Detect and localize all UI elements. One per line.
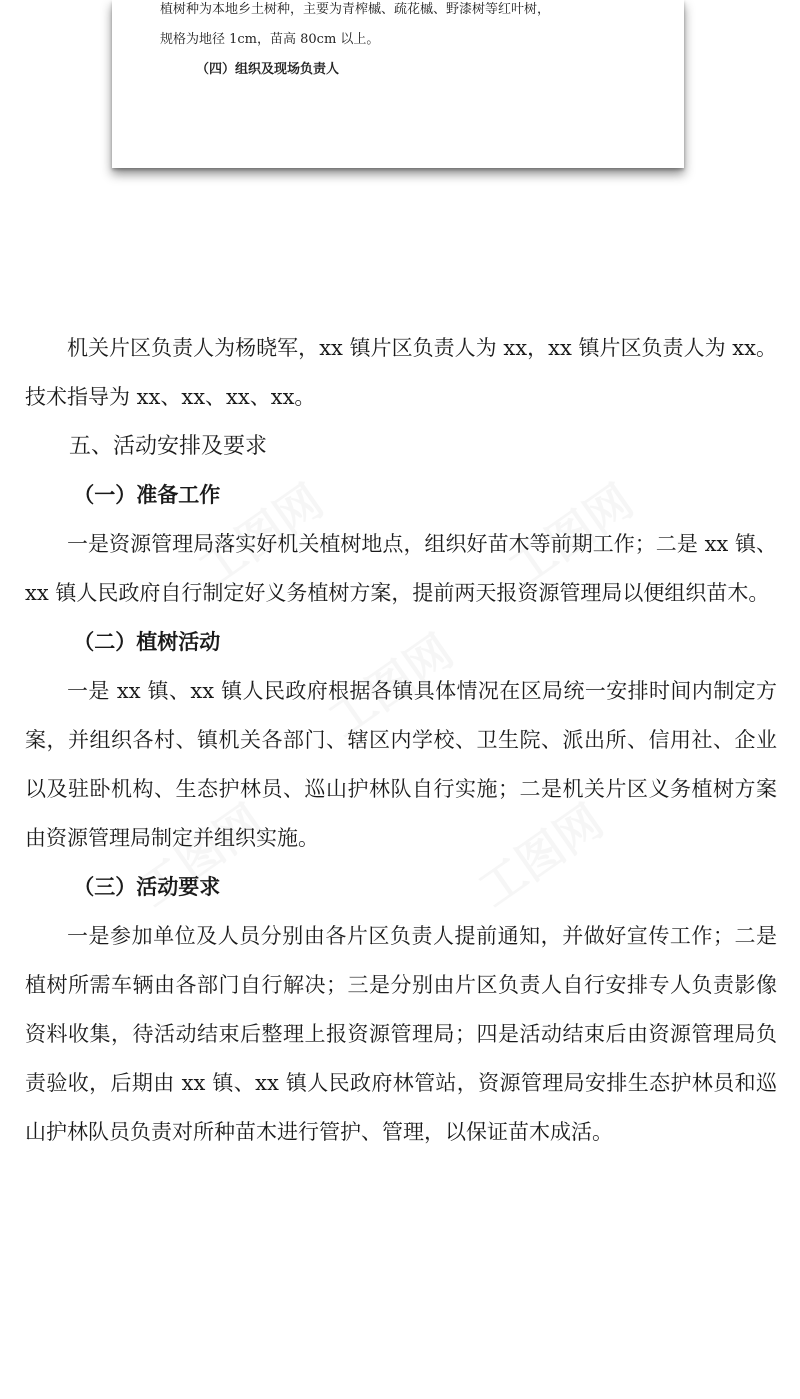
document-body xyxy=(25,324,777,1157)
paragraph-leaders: 机关片区负责人为杨晓军，xx 镇片区负责人为 xx，xx 镇片区负责人为 xx。技术指导为 xx、xx、xx、xx。 xyxy=(25,336,777,409)
subsection-heading: （一）准备工作 xyxy=(73,483,221,507)
card-subheading: （四）组织及现场负责人 xyxy=(196,62,340,77)
paragraph-requirements: 一是参加单位及人员分别由各片区负责人提前通知，并做好宣传工作；二是植树所需车辆由各部门自行解决；三是分别由片区负责人自行安排专人负责影像资料收集，待活动结束后整理上报资源管理局；四是活动结束后由资源管理局负责验收，后期由 xx 镇、xx 镇人民政府林管站，资源管理局安排生态护林员和巡山护林队员负责对所种苗木进行管护、管理，以保证苗木成活。 xyxy=(25,924,777,1144)
document-page-preview xyxy=(112,0,684,168)
subsection-heading: （二）植树活动 xyxy=(73,630,221,654)
section-heading: 五、活动安排及要求 xyxy=(69,434,268,459)
paragraph-planting: 一是 xx 镇、xx 镇人民政府根据各镇具体情况在区局统一安排时间内制定方案，并组织各村、镇机关各部门、辖区内学校、卫生院、派出所、信用社、企业以及驻卧机构、生态护林员、巡山护林队自行实施；二是机关片区义务植树方案由资源管理局制定并组织实施。 xyxy=(25,679,777,850)
card-text-line: 植树种为本地乡土树种，主要为青榨槭、疏花槭、野漆树等红叶树， xyxy=(160,2,551,17)
card-text-line: 规格为地径 1cm，苗高 80cm 以上。 xyxy=(160,32,380,47)
paragraph-preparation: 一是资源管理局落实好机关植树地点，组织好苗木等前期工作；二是 xx 镇、xx 镇人民政府自行制定好义务植树方案，提前两天报资源管理局以便组织苗木。 xyxy=(25,532,777,605)
subsection-heading: （三）活动要求 xyxy=(73,875,221,899)
